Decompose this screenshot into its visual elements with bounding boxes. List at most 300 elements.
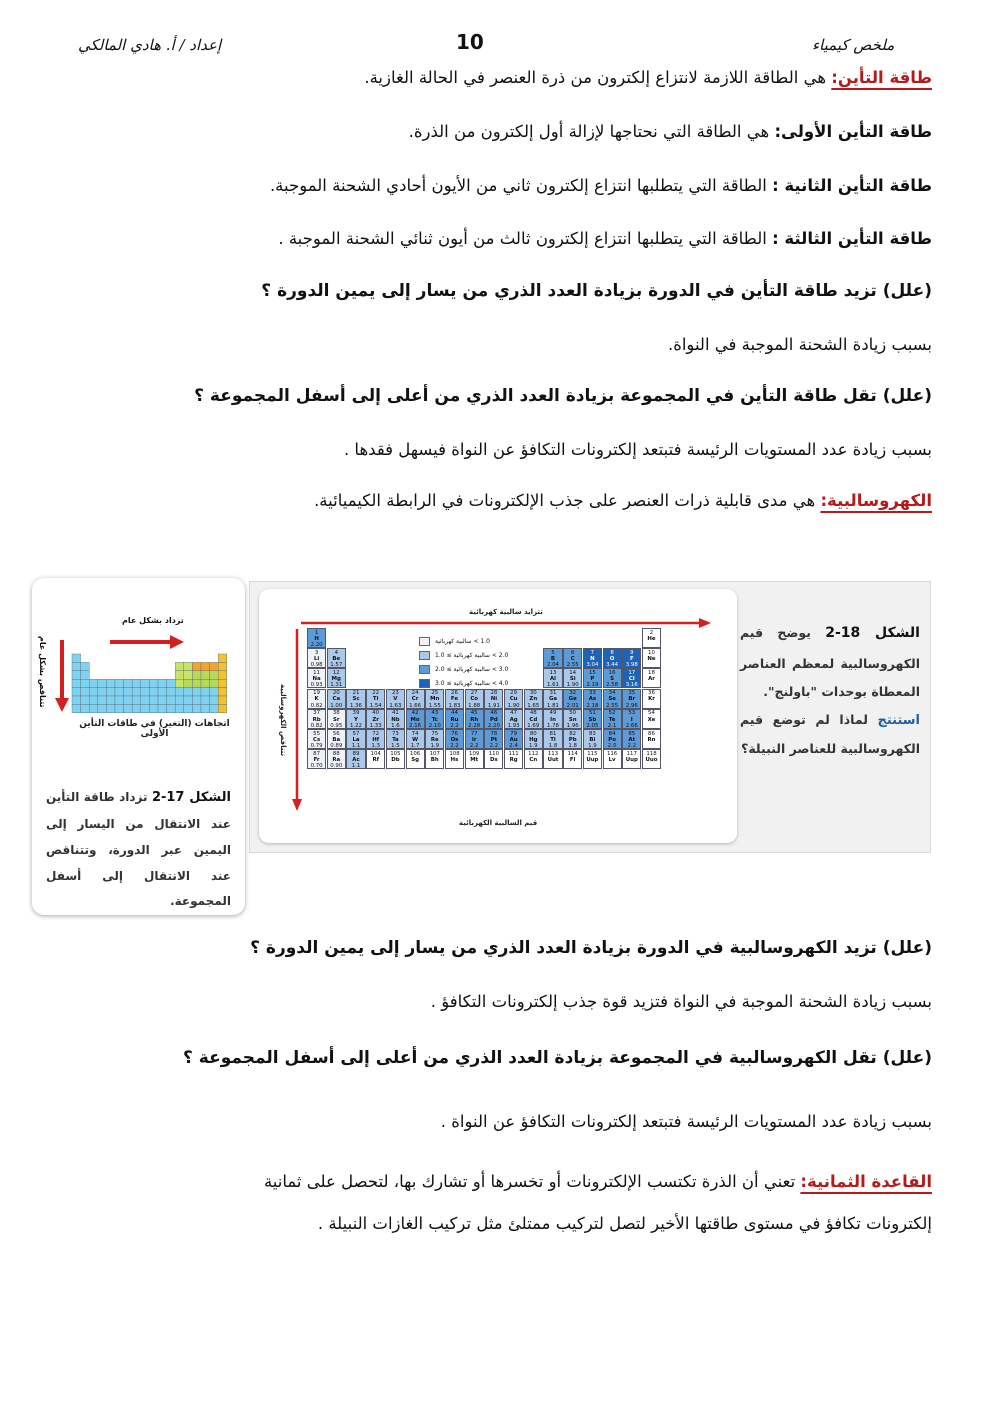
atomic-number: 15 (588, 669, 596, 676)
element-cell (563, 729, 582, 749)
element-cell (346, 709, 365, 729)
electronegativity-value: 0.82 (310, 722, 323, 729)
element-cell (603, 729, 622, 749)
atomic-number: 19 (313, 690, 321, 697)
mini-table-cell (115, 704, 124, 712)
atomic-number: 45 (470, 710, 478, 717)
atomic-number: 78 (490, 730, 498, 737)
mini-table-cell (89, 679, 98, 687)
element-symbol: Hs (450, 756, 459, 763)
atomic-number: 81 (549, 730, 557, 737)
atomic-number: 107 (429, 750, 440, 757)
first-ionization-definition (409, 120, 932, 143)
element-symbol: Bh (430, 756, 439, 763)
element-cell (307, 729, 326, 749)
element-symbol: B (550, 655, 556, 662)
element-symbol: Fl (569, 756, 576, 763)
element-symbol: Cl (628, 676, 635, 683)
atomic-number: 33 (588, 690, 596, 697)
mini-table-cell (72, 679, 81, 687)
mini-table-cell (141, 688, 150, 696)
legend-item (419, 665, 539, 677)
electronegativity-value: 1.9 (430, 742, 440, 749)
answer-3: بسبب زيادة الشحنة الموجبة في النواة فتزيد قوة جذب إلكترونات التكافؤ . (430, 992, 932, 1011)
element-cell (622, 668, 641, 688)
atomic-number: 76 (451, 730, 458, 737)
atomic-number: 22 (372, 690, 380, 697)
author-label: إعداد / أ. هادي المالكي (78, 36, 222, 54)
mini-table-cell (201, 696, 210, 704)
atomic-number: 13 (549, 669, 557, 676)
octet-rule-text-1: تعني أن الذرة تكتسب الإلكترونات أو تخسرها أو تشارك بها، لتحصل على ثمانية (263, 1172, 801, 1191)
mini-table-cell (201, 662, 210, 670)
atomic-number: 104 (370, 750, 381, 757)
element-symbol: In (550, 716, 556, 723)
atomic-number: 9 (630, 649, 634, 656)
element-symbol: K (314, 696, 319, 703)
element-cell (307, 689, 326, 709)
atomic-number: 27 (470, 690, 478, 697)
element-cell (465, 709, 484, 729)
mini-table-cell (218, 679, 227, 687)
electronegativity-value: 1.90 (566, 682, 579, 689)
octet-rule-line-1 (264, 1170, 932, 1193)
mini-table-cell (175, 704, 184, 712)
element-symbol: Rg (509, 756, 518, 763)
mini-table-cell (149, 679, 158, 687)
element-symbol: Al (549, 676, 556, 683)
element-symbol: Hf (372, 736, 380, 743)
element-symbol: Re (430, 736, 439, 743)
mini-table-cell (218, 662, 227, 670)
fig17-subcaption: اتجاهات (التغير) في طاقات التأين الأولى (79, 719, 230, 739)
mini-table-cell (167, 696, 176, 704)
element-symbol: Ru (450, 716, 459, 723)
element-symbol: W (412, 736, 419, 743)
element-symbol: Sg (411, 756, 419, 763)
mini-table-cell (98, 696, 107, 704)
element-cell (327, 729, 346, 749)
mini-table-cell (106, 688, 115, 696)
electronegativity-value: 1.61 (546, 682, 559, 689)
element-symbol: Ca (332, 696, 341, 703)
atomic-number: 21 (352, 690, 360, 697)
mini-table-cell (158, 688, 167, 696)
element-cell (622, 709, 641, 729)
element-cell (563, 668, 582, 688)
electronegativity-value: 1.31 (330, 682, 343, 689)
element-symbol: Ag (509, 716, 518, 723)
atomic-number: 7 (590, 649, 595, 656)
electronegativity-value: 1.5 (391, 742, 400, 749)
electronegativity-value: 2.2 (627, 742, 637, 749)
element-cell (583, 689, 602, 709)
electronegativity-value: 1.93 (507, 722, 520, 729)
legend-swatch (419, 679, 430, 688)
mini-table-cell (184, 679, 193, 687)
element-symbol: Pd (489, 716, 498, 723)
mini-table-cell (81, 671, 90, 679)
element-cell (366, 729, 385, 749)
element-cell (406, 689, 425, 709)
element-symbol: Cu (509, 696, 518, 703)
mini-table-cell (192, 704, 201, 712)
atomic-number: 18 (648, 669, 655, 676)
element-symbol: Ir (471, 736, 477, 743)
mini-table-cell (192, 696, 201, 704)
mini-table-cell (124, 696, 133, 704)
element-symbol: Sc (352, 696, 360, 703)
mini-table-cell (201, 688, 210, 696)
element-cell (642, 729, 661, 749)
element-symbol: Sb (588, 716, 597, 723)
element-cell (642, 709, 661, 729)
element-symbol: Mn (430, 696, 440, 703)
electronegativity-value: 2.4 (509, 742, 518, 749)
mini-table-cell (149, 688, 158, 696)
mini-table-cell (141, 679, 150, 687)
element-cell (406, 709, 425, 729)
element-cell (642, 628, 661, 648)
element-symbol: Sn (568, 716, 577, 723)
element-cell (406, 749, 425, 769)
element-symbol: Zr (372, 716, 379, 723)
atomic-number: 73 (391, 730, 399, 737)
element-cell (543, 729, 562, 749)
electronegativity-value: 1.55 (428, 702, 441, 709)
electronegativity-value: 1.6 (391, 722, 400, 729)
mini-table-cell (132, 679, 141, 687)
mini-table-cell (115, 679, 124, 687)
mini-table-cell (192, 679, 201, 687)
atomic-number: 57 (352, 730, 360, 737)
electronegativity-value: 2.2 (469, 742, 479, 749)
element-cell (603, 648, 622, 668)
element-symbol: P (590, 676, 595, 683)
atomic-number: 2 (649, 629, 654, 636)
element-symbol: La (352, 736, 360, 743)
atomic-number: 40 (372, 710, 380, 717)
electronegativity-value: 1.66 (409, 702, 422, 709)
answer-4: بسبب زيادة عدد المستويات الرئيسة فتبتعد إلكترونات التكافؤ عن النواة . (440, 1112, 932, 1131)
mini-table-cell (89, 696, 98, 704)
electronegativity-value: 1.96 (566, 722, 579, 729)
mini-table-cell (167, 688, 176, 696)
element-symbol: Br (628, 696, 636, 703)
mini-table-cell (72, 662, 81, 670)
element-symbol: F (629, 655, 634, 662)
element-cell (327, 689, 346, 709)
mini-table-cell (132, 696, 141, 704)
atomic-number: 46 (490, 710, 498, 717)
electronegativity-value: 1.33 (369, 722, 382, 729)
atomic-number: 34 (608, 690, 616, 697)
element-symbol: Pb (568, 736, 577, 743)
electronegativity-value: 1.88 (468, 702, 481, 709)
atomic-number: 42 (411, 710, 419, 717)
mini-table-cell (192, 688, 201, 696)
electronegativity-value: 1.65 (527, 702, 540, 709)
element-symbol: Pt (490, 736, 498, 743)
element-cell (583, 668, 602, 688)
atomic-number: 4 (334, 649, 338, 656)
element-cell (642, 689, 661, 709)
electronegativity-value: 1.63 (389, 702, 402, 709)
electronegativity-value: 1.69 (527, 722, 540, 729)
atomic-number: 74 (411, 730, 419, 737)
element-cell (484, 689, 503, 709)
atomic-number: 16 (608, 669, 616, 676)
atomic-number: 25 (431, 690, 439, 697)
electronegativity-value: 1.00 (330, 702, 343, 709)
element-cell (484, 749, 503, 769)
element-symbol: Os (450, 736, 459, 743)
atomic-number: 118 (646, 750, 657, 757)
mini-table-cell (124, 679, 133, 687)
fig17-side-label: تتناقص بشكل عام (38, 636, 47, 708)
element-cell (642, 668, 661, 688)
element-symbol: Rh (470, 716, 479, 723)
atomic-number: 75 (431, 730, 439, 737)
atomic-number: 37 (313, 710, 321, 717)
element-symbol: Cn (529, 756, 538, 763)
element-symbol: Ni (490, 696, 498, 703)
mini-table-cell (210, 662, 219, 670)
mini-table-cell (175, 662, 184, 670)
atomic-number: 83 (588, 730, 596, 737)
atomic-number: 53 (628, 710, 636, 717)
en-bottom-label: قيم السالبية الكهربائية (459, 819, 538, 827)
mini-table-cell (124, 704, 133, 712)
atomic-number: 85 (628, 730, 636, 737)
mini-table-cell (89, 688, 98, 696)
element-symbol: I (630, 716, 633, 723)
atomic-number: 88 (332, 750, 340, 757)
electronegativity-value: 2.1 (607, 722, 617, 729)
element-symbol: Po (608, 736, 616, 743)
element-symbol: V (393, 696, 398, 703)
atomic-number: 84 (608, 730, 616, 737)
electronegativity-value: 1.1 (351, 742, 361, 749)
element-symbol: Li (313, 655, 320, 662)
electronegativity-value: 2.10 (428, 722, 441, 729)
second-ionization-definition (270, 174, 932, 197)
atomic-number: 36 (648, 690, 655, 697)
electronegativity-value: 2.55 (566, 662, 579, 669)
element-symbol: As (588, 696, 597, 703)
atomic-number: 29 (510, 690, 518, 697)
electronegativity-value: 0.70 (310, 763, 323, 770)
electronegativity-value: 2.20 (310, 641, 323, 648)
element-cell (583, 709, 602, 729)
mini-table-cell (210, 696, 219, 704)
mini-table-cell (192, 662, 201, 670)
element-symbol: Ar (648, 676, 655, 683)
mini-table-cell (89, 704, 98, 712)
mini-table-cell (175, 679, 184, 687)
element-cell (327, 668, 346, 688)
atomic-number: 111 (508, 750, 519, 757)
atomic-number: 47 (510, 710, 518, 717)
mini-table-cell (158, 704, 167, 712)
element-cell (583, 729, 602, 749)
mini-table-cell (141, 696, 150, 704)
element-symbol: Mo (410, 716, 420, 723)
mini-table-cell (210, 688, 219, 696)
electronegativity-value: 1.22 (349, 722, 362, 729)
electronegativity-value: 2.0 (607, 742, 617, 749)
element-symbol: N (590, 655, 595, 662)
element-cell (484, 709, 503, 729)
element-cell (504, 689, 523, 709)
electronegativity-text: هي مدى قابلية ذرات العنصر على جذب الإلكترونات في الرابطة الكيميائية. (314, 491, 821, 510)
atomic-number: 32 (569, 690, 577, 697)
electronegativity-value: 0.89 (330, 742, 343, 749)
electronegativity-value: 3.98 (625, 662, 638, 669)
electronegativity-value: 0.79 (310, 742, 323, 749)
mini-table-cell (175, 696, 184, 704)
element-cell (642, 749, 661, 769)
element-symbol: Ba (332, 736, 341, 743)
atomic-number: 79 (510, 730, 518, 737)
fig17-caption-text: تزداد طاقة التأين عند الانتقال من اليسار إلى اليمين عبر الدورة، وتتناقص عند الانتقال إلى أسفل المجموعة. (46, 790, 231, 909)
second-ionization-text: الطاقة التي يتطلبها انتزاع إلكترون ثاني من الأيون أحادي الشحنة الموجبة. (269, 176, 773, 195)
atomic-number: 41 (391, 710, 399, 717)
element-symbol: Lv (608, 756, 616, 763)
mini-table-cell (72, 704, 81, 712)
atomic-number: 113 (547, 750, 559, 757)
decrease-arrow-head (55, 698, 69, 712)
mini-table-cell (184, 688, 193, 696)
element-cell (386, 709, 405, 729)
electronegativity-value: 2.18 (586, 702, 599, 709)
atomic-number: 87 (313, 750, 321, 757)
fig17-top-label: تزداد بشكل عام (122, 616, 184, 625)
element-symbol: Uup (586, 756, 599, 763)
atomic-number: 112 (528, 750, 539, 757)
mini-table-cell (115, 688, 124, 696)
mini-table-cell (201, 704, 210, 712)
element-cell (327, 648, 346, 668)
mini-table-cell (218, 696, 227, 704)
atomic-number: 8 (610, 649, 614, 656)
element-cell (603, 749, 622, 769)
atomic-number: 114 (567, 750, 578, 757)
element-symbol: Fr (313, 756, 320, 763)
element-cell (543, 689, 562, 709)
element-symbol: Ne (647, 655, 656, 662)
figure-17-card (32, 578, 245, 915)
element-cell (603, 689, 622, 709)
element-symbol: He (647, 635, 656, 642)
element-symbol: Fe (450, 696, 459, 703)
electronegativity-value: 2.55 (606, 702, 619, 709)
fig17-caption (46, 784, 231, 915)
element-symbol: Cr (411, 696, 419, 703)
electronegativity-value: 0.98 (310, 662, 323, 669)
atomic-number: 72 (372, 730, 380, 737)
mini-table-cell (72, 688, 81, 696)
first-ionization-text: هي الطاقة التي نحتاجها لإزالة أول إلكترون من الذرة. (408, 122, 775, 141)
mini-table-cell (132, 704, 141, 712)
atomic-number: 17 (628, 669, 636, 676)
element-cell (465, 749, 484, 769)
electronegativity-value: 1.1 (351, 763, 361, 770)
element-symbol: Hg (529, 736, 538, 743)
document-title: ملخص كيمياء (812, 36, 895, 54)
element-symbol: Uup (625, 756, 638, 763)
legend-label: 1.0 > سالبية كهربائية (435, 638, 490, 645)
element-cell (583, 648, 602, 668)
mini-table-cell (218, 688, 227, 696)
atomic-number: 20 (332, 690, 340, 697)
legend-swatch (419, 665, 430, 674)
electronegativity-value: 2.05 (586, 722, 599, 729)
mini-table-cell (167, 679, 176, 687)
second-ionization-term: طاقة التأين الثانية : (772, 176, 932, 195)
atomic-number: 6 (570, 649, 575, 656)
element-symbol: Na (312, 676, 321, 683)
element-symbol: Rb (312, 716, 321, 723)
element-cell (406, 729, 425, 749)
atomic-number: 54 (648, 710, 655, 717)
element-symbol: C (570, 655, 575, 662)
atomic-number: 106 (409, 750, 421, 757)
electronegativity-value: 2.16 (409, 722, 422, 729)
element-cell (642, 648, 661, 668)
mini-table-cell (81, 688, 90, 696)
element-symbol: Cs (313, 736, 321, 743)
element-symbol: Se (608, 696, 616, 703)
electronegativity-value: 2.01 (566, 702, 579, 709)
element-symbol: Te (608, 716, 616, 723)
element-symbol: O (609, 655, 615, 662)
element-cell (563, 689, 582, 709)
mini-table-cell (132, 688, 141, 696)
element-cell (465, 729, 484, 749)
element-symbol: S (610, 676, 615, 683)
electronegativity-value: 2.2 (450, 722, 459, 729)
electronegativity-value: 1.57 (330, 662, 343, 669)
fig17-label: الشكل 17-2 (151, 790, 231, 805)
electronegativity-value: 3.44 (606, 662, 619, 669)
mini-table-cell (106, 696, 115, 704)
element-cell (327, 749, 346, 769)
electronegativity-term: الكهروسالبية: (820, 491, 932, 510)
element-cell (445, 729, 464, 749)
element-cell (307, 628, 326, 648)
atomic-number: 48 (529, 710, 537, 717)
mini-table-cell (81, 704, 90, 712)
element-cell (307, 668, 326, 688)
en-top-label: تتزايد سالبية كهربائية (469, 608, 543, 616)
element-cell (484, 729, 503, 749)
element-cell (622, 749, 641, 769)
fig18-label: الشكل 18-2 (825, 625, 920, 641)
atomic-number: 115 (587, 750, 598, 757)
ionization-energy-definition (364, 66, 932, 89)
atomic-number: 55 (313, 730, 321, 737)
mini-table-cell (210, 671, 219, 679)
element-symbol: Cd (529, 716, 538, 723)
electronegativity-value: 1.91 (487, 702, 500, 709)
electronegativity-value: 3.16 (625, 682, 638, 689)
element-cell (425, 729, 444, 749)
conclude-label: استنتج (877, 712, 920, 728)
element-cell (386, 689, 405, 709)
element-symbol: Nb (391, 716, 400, 723)
atomic-number: 109 (469, 750, 480, 757)
